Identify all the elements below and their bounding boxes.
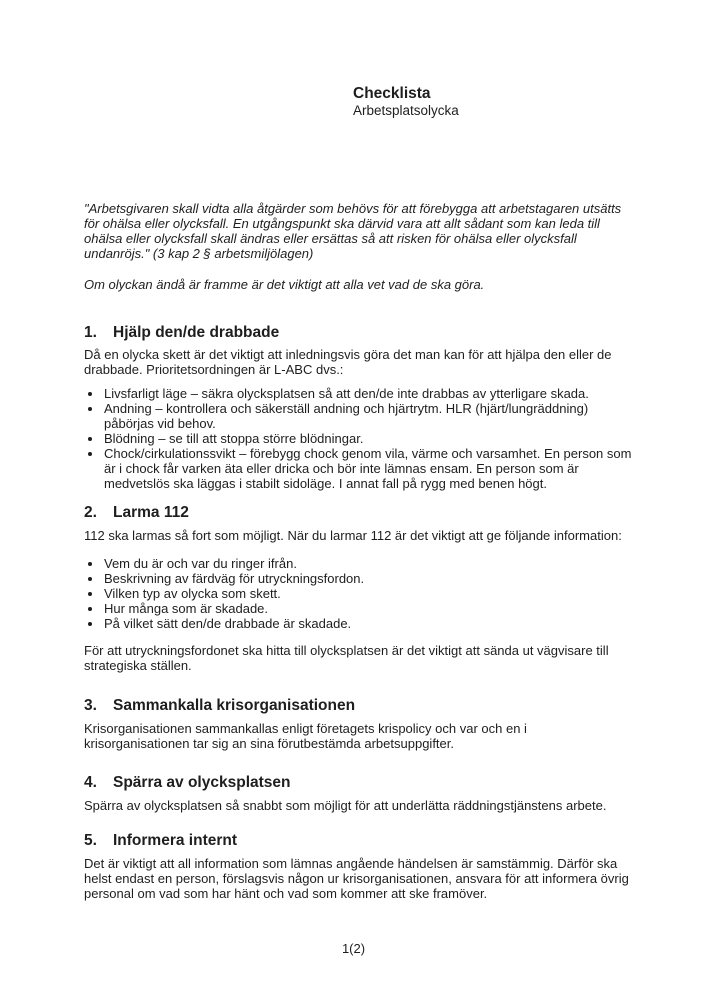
section-number: 3.: [84, 697, 97, 714]
bullet-list: [84, 556, 634, 631]
section-heading: [84, 696, 634, 715]
section-title: Informera internt: [113, 832, 238, 849]
section-paragraph: 112 ska larmas så fort som möjligt. När du larmar 112 är det viktigt att ge följande information:: [84, 528, 622, 543]
section-cordon-off-site: [84, 773, 634, 813]
bullet-item: • Hur många som är skadade.: [103, 601, 634, 616]
document-header: [353, 84, 459, 119]
section-title: Hjälp den/de drabbade: [113, 324, 280, 341]
section-heading: [84, 503, 634, 522]
section-paragraph: Det är viktigt att all information som lämnas angående händelsen är samstämmig. Därför ska helst endast en person, förslagsvis någon ur krisorganisationen, ansvara för att informera övrig personal om vad som har hänt och vad som kommer att ske framöver.: [84, 856, 629, 901]
bullet-item: • Vem du är och var du ringer ifrån.: [103, 556, 634, 571]
bullet-item: • Livsfarligt läge – säkra olycksplatsen så att den/de inte drabbas av ytterligare skada.: [103, 386, 634, 401]
document-subtitle: Arbetsplatsolycka: [353, 103, 459, 118]
document-title: Checklista: [353, 85, 431, 102]
section-paragraph: Då en olycka skett är det viktigt att inledningsvis göra det man kan för att hjälpa den eller de drabbade. Prioritetsordningen är L-ABC dvs.:: [84, 347, 612, 377]
bullet-item: • Andning – kontrollera och säkerställ andning och hjärtrytm. HLR (hjärt/lungräddning) påbörjas vid behov.: [103, 401, 634, 431]
section-number: 1.: [84, 324, 97, 341]
section-help-the-injured: [84, 323, 634, 491]
section-paragraph: För att utryckningsfordonet ska hitta till olycksplatsen är det viktigt att sända ut vägvisare till strategiska ställen.: [84, 643, 609, 673]
legal-quote: "Arbetsgivaren skall vidta alla åtgärder som behövs för att förebygga att arbetstagaren utsätts för ohälsa eller olycksfall. En utgångspunkt ska därvid vara att allt sådant som kan leda till ohälsa eller olycksfall skall ändras eller ersättas så att risken för ohälsa eller olycksfall undanröjs." (3 kap 2 § arbetsmiljölagen): [84, 201, 622, 261]
section-paragraph: Spärra av olycksplatsen så snabbt som möjligt för att underlätta räddningstjänstens arbete.: [84, 798, 607, 813]
section-call-112: [84, 503, 634, 673]
section-inform-internally: [84, 831, 634, 901]
section-number: 5.: [84, 832, 97, 849]
page-number: 1(2): [341, 941, 366, 956]
section-title: Spärra av olycksplatsen: [113, 774, 291, 791]
section-summon-crisis-organisation: [84, 696, 634, 751]
section-number: 2.: [84, 504, 97, 521]
bullet-item: • På vilket sätt den/de drabbade är skadade.: [103, 616, 634, 631]
bullet-item: • Chock/cirkulationssvikt – förebygg chock genom vila, värme och varsamhet. En person som är i chock får varken äta eller dricka och bör inte lämnas ensam. En person som är medvetslös ska läggas i stabilt sidoläge. I annat fall på rygg med benen högt.: [103, 446, 634, 491]
section-heading: [84, 831, 634, 850]
section-title: Larma 112: [113, 504, 189, 521]
intro-note: Om olyckan ändå är framme är det viktigt att alla vet vad de ska göra.: [84, 277, 485, 292]
section-paragraph: Krisorganisationen sammankallas enligt företagets krispolicy och var och en i krisorganisationen tar sig an sina förutbestämda arbetsuppgifter.: [84, 721, 527, 751]
bullet-item: • Blödning – se till att stoppa större blödningar.: [103, 431, 634, 446]
section-heading: [84, 323, 634, 342]
section-heading: [84, 773, 634, 792]
bullet-item: • Vilken typ av olycka som skett.: [103, 586, 634, 601]
section-title: Sammankalla krisorganisationen: [113, 697, 356, 714]
bullet-list: [84, 386, 634, 491]
section-number: 4.: [84, 774, 97, 791]
bullet-item: • Beskrivning av färdväg för utryckningsfordon.: [103, 571, 634, 586]
